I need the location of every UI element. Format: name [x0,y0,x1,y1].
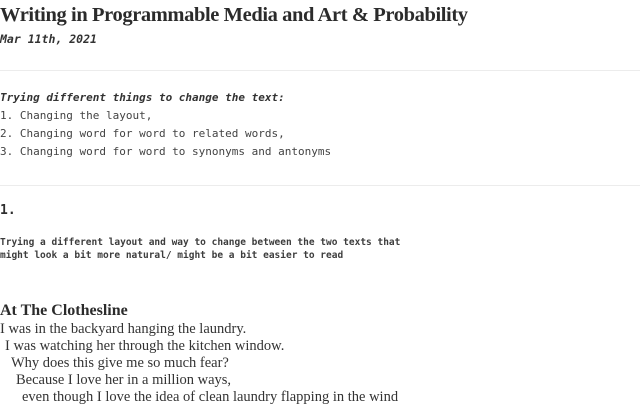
list-item: 1. Changing the layout, [0,109,153,122]
list-item: 3. Changing word for word to synonyms and antonyms [0,145,332,158]
section-divider [0,185,640,186]
page-title: Writing in Programmable Media and Art & Probability [0,4,468,26]
description-line: Trying a different layout and way to change between the two texts that [0,237,401,248]
poem-line: Because I love her in a million ways, [16,372,232,388]
experiments-list [0,107,640,161]
experiments-heading: Trying different things to change the text: [0,91,285,104]
list-item: 2. Changing word for word to related words, [0,127,285,140]
poem-line: even though I love the idea of clean laundry flapping in the wind [22,389,399,405]
description-line: might look a bit more natural/ might be a bit easier to read [0,249,344,261]
post-date: Mar 11th, 2021 [0,32,97,46]
poem-line: I was in the backyard hanging the laundry. [0,321,247,337]
section-one-heading: 1. [0,203,16,218]
section-one-description [0,237,640,262]
poem-body [0,321,640,406]
poem-line: I was watching her through the kitchen window. [5,338,285,354]
poem-line: Why does this give me so much fear? [11,355,229,371]
poem-title: At The Clothesline [0,302,128,319]
section-divider [0,70,640,71]
